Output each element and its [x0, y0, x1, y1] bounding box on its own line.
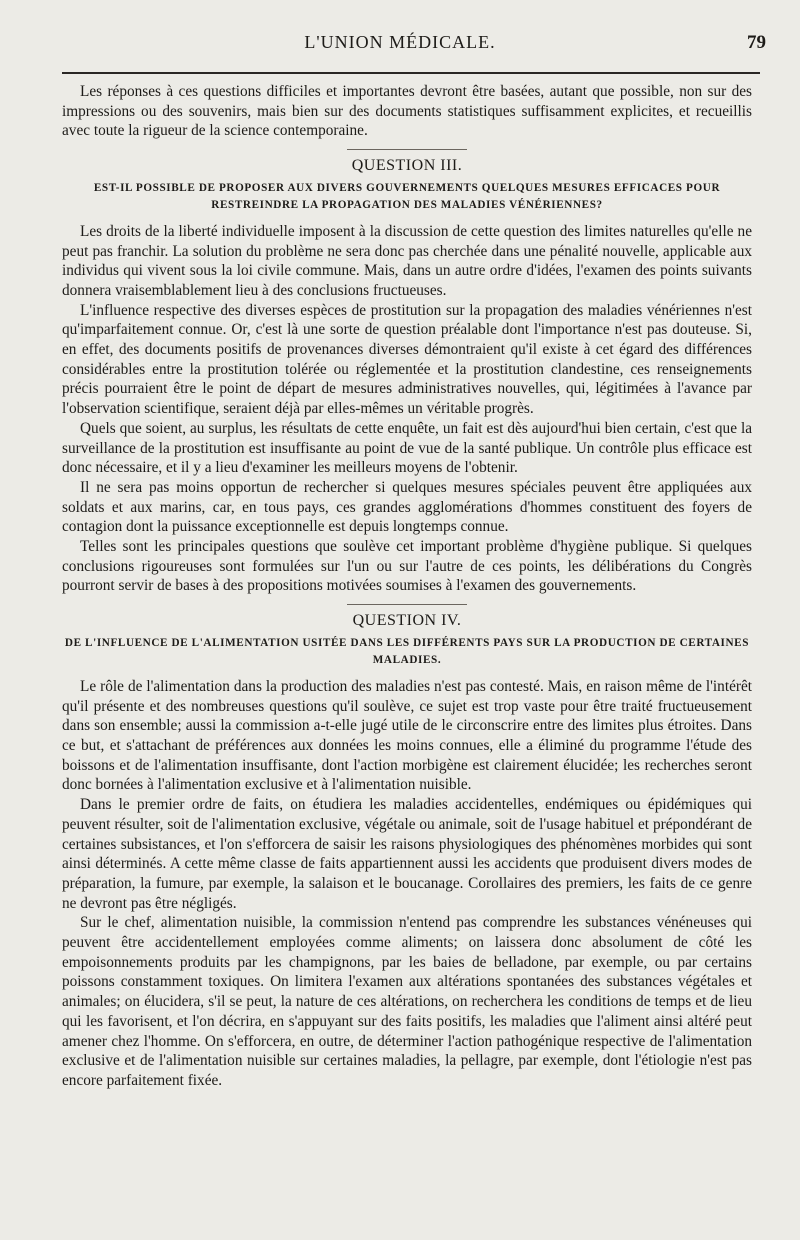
- intro-paragraph: Les réponses à ces questions difficiles et importantes devront être basées, autant que possible, non sur des impressions ou des souvenirs, mais bien sur des documents statistiques suffisamment explicites, et recueillis avec toute la rigueur de la science contemporaine.: [62, 83, 752, 140]
- q4-paragraph: Dans le premier ordre de faits, on étudiera les maladies accidentelles, endémiques ou épidémiques qui peuvent résulter, soit de l'alimentation exclusive, végétale ou animale, soit de l'usage habituel et prépondérant de certaines subsistances, et l'on s'efforcera de saisir les raisons physiologiques des phénomènes morbides qui sont ainsi déterminés. A cette même classe de faits appartiennent aussi les accidents que produisent divers modes de préparation, la fumure, par exemple, la salaison et le boucanage. Corollaires des premiers, les faits de ce genre ne devront pas être négligés.: [62, 796, 752, 912]
- body-text: [62, 82, 752, 1091]
- q3-paragraph: Il ne sera pas moins opportun de rechercher si quelques mesures spéciales peuvent être appliquées aux soldats et aux marins, car, en tous pays, ces grandes agglomérations d'hommes constituent des foyers de contagion dont la puissance exceptionnelle est depuis longtemps connue.: [62, 478, 752, 536]
- q4-paragraph: Le rôle de l'alimentation dans la production des maladies n'est pas contesté. Mais, en raison même de l'intérêt qu'il présente et des nombreuses questions qu'il soulève, ce sujet est trop vaste pour être traité fructueusement dans son ensemble; aussi la commission a-t-elle jugé utile de le circonscrire entre des limites plus étroites. Dans ce but, et s'attachant de préférences aux données les moins connues, elle a éliminé du programme l'étude des boissons et de l'alimentation insuffisante, dont l'action morbigène est clairement élucidée; les recherches seront donc bornées à l'alimentation exclusive et à l'alimentation nuisible.: [62, 677, 752, 794]
- section-divider: [347, 604, 467, 605]
- question-4-title: QUESTION IV.: [352, 612, 462, 630]
- question-3-title: QUESTION III.: [351, 157, 463, 175]
- question-3-subtitle: EST-IL POSSIBLE DE PROPOSER AUX DIVERS GOUVERNEMENTS QUELQUES MESURES EFFICACES POUR RESTREINDRE LA PROPAGATION DES MALADIES VÉNÉRIENNES?: [93, 181, 721, 211]
- journal-title: L'UNION MÉDICALE.: [304, 32, 496, 52]
- q3-paragraph: Telles sont les principales questions que soulève cet important problème d'hygiène publique. Si quelques conclusions rigoureuses sont formulées sur l'un ou sur l'autre de ces points, les délibérations du Congrès pourront servir de bases à des propositions motivées soumises à l'examen des gouvernements.: [62, 538, 752, 595]
- question-4-subtitle: DE L'INFLUENCE DE L'ALIMENTATION USITÉE DANS LES DIFFÉRENTS PAYS SUR LA PRODUCTION DE CERTAINES MALADIES.: [64, 636, 750, 666]
- running-header: [0, 32, 800, 68]
- q3-paragraph: Les droits de la liberté individuelle imposent à la discussion de cette question des limites naturelles qu'elle ne peut pas franchir. La solution du problème ne sera donc pas cherchée dans une pénalité nouvelle, applicable aux individus qui vivent sous la loi civile commune. Mais, dans un autre ordre d'idées, l'examen des points suivants donnera vraisemblablement lieu à des conclusions fructueuses.: [62, 222, 752, 299]
- q3-paragraph: Quels que soient, au surplus, les résultats de cette enquête, un fait est dès aujourd'hui bien certain, c'est que la surveillance de la prostitution est insuffisante au point de vue de la santé publique. Un contrôle plus efficace est donc nécessaire, et il y a lieu d'examiner les meilleurs moyens de l'obtenir.: [62, 419, 752, 477]
- section-divider: [347, 149, 467, 150]
- q4-paragraph: Sur le chef, alimentation nuisible, la commission n'entend pas comprendre les substances vénéneuses qui peuvent être accidentellement employées comme aliments; on laissera donc absolument de côté les empoisonnements produits par les champignons, par les baies de belladone, par exemple, ou par certains poissons constamment toxiques. On limitera l'examen aux altérations spontanées des substances végétales et animales; on élucidera, s'il se peut, la nature de ces altérations, on recherchera les conditions de temps et de lieu qui les favorisent, et l'on décrira, en s'appuyant sur des faits positifs, les maladies que l'aliment ainsi altéré peut amener chez l'homme. On s'efforcera, en outre, de déterminer l'action pathogénique respective de l'alimentation exclusive et de l'alimentation nuisible sur certaines maladies, la pellagre, par exemple, dont l'étiologie n'est pas encore parfaitement fixée.: [62, 914, 752, 1089]
- header-rule: [62, 72, 760, 74]
- q3-paragraph: L'influence respective des diverses espèces de prostitution sur la propagation des maladies vénériennes n'est qu'imparfaitement connue. Or, c'est là une sorte de question préalable dont l'importance n'est pas douteuse. Si, en effet, des documents positifs de provenances diverses démontraient qu'il existe à cet égard des différences considérables entre la prostitution tolérée ou réglementée et la prostitution clandestine, ces renseignements précis pourraient être le point de départ de mesures administratives nouvelles, qui, légitimées à l'avance par l'observation scientifique, seraient déjà par elles-mêmes un véritable progrès.: [62, 301, 752, 418]
- page-number: 79: [747, 32, 766, 53]
